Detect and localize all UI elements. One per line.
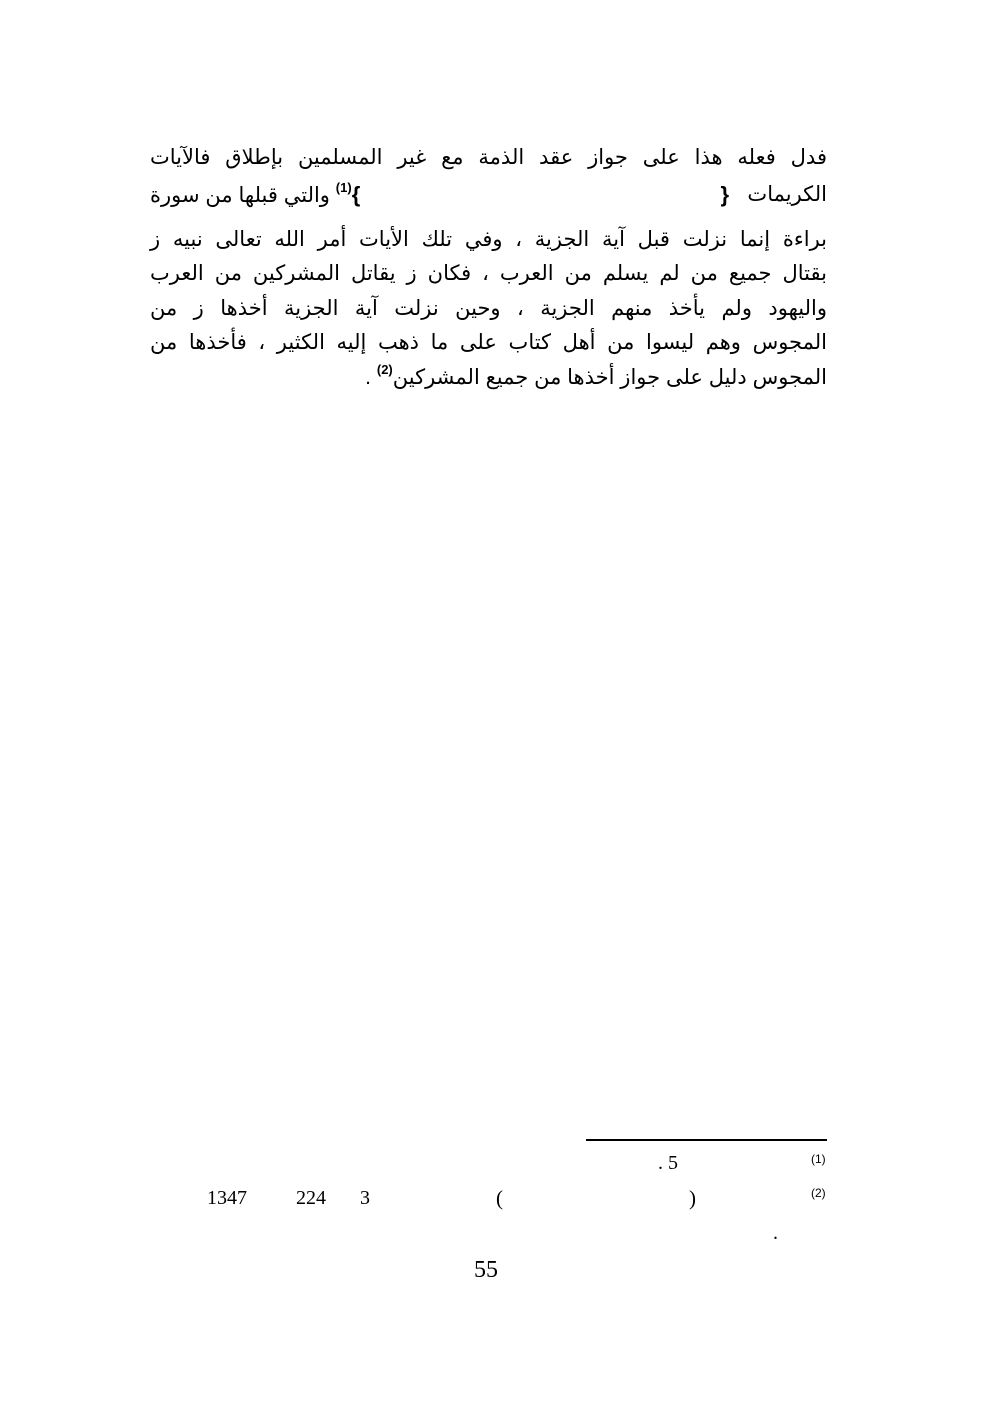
body-line-6: المجوس وهم ليسوا من أهل كتاب على ما ذهب إليه الكثير ، فأخذها من <box>150 331 827 354</box>
quran-brace-open: { <box>720 182 729 207</box>
footnote-ref-1: (1) <box>335 180 352 195</box>
body-line-1: فدل فعله هذا على جواز عقد الذمة مع غير المسلمين بإطلاق فالآيات <box>150 146 827 169</box>
body-line-2-left: والتي قبلها من سورة <box>150 184 330 207</box>
quran-brace-close: } <box>351 182 361 207</box>
footnote-2-year: 1347 <box>207 1187 247 1209</box>
body-line-2-right: الكريمات <box>747 183 827 206</box>
footnote-ref-2: (2) <box>376 362 393 377</box>
body-line-3: براءة إنما نزلت قبل آية الجزية ، وفي تلك الأيات أمر الله تعالى نبيه ز <box>150 228 827 251</box>
footnote-2-page: 224 <box>296 1187 326 1209</box>
body-line-7-text: المجوس دليل على جواز أخذها من جميع المشركين <box>392 366 827 389</box>
footnote-2-dot: . <box>773 1222 778 1244</box>
footnote-2-paren-close: ( <box>496 1186 503 1210</box>
body-line-2-left-group <box>150 180 360 211</box>
body-line-4: بقتال جميع من لم يسلم من العرب ، فكان ز يقاتل المشركين من العرب <box>150 262 827 285</box>
footnote-2-paren-open: ) <box>689 1186 696 1210</box>
footnote-2-mark: (2) <box>811 1186 826 1200</box>
body-line-2 <box>150 180 827 210</box>
footnote-1-text: . 5 <box>658 1152 678 1174</box>
body-line-7-end: . <box>365 366 371 389</box>
body-line-7 <box>150 363 827 393</box>
footnote-1-mark: (1) <box>811 1152 826 1166</box>
page-number: 55 <box>474 1257 498 1283</box>
footnote-separator <box>586 1139 827 1141</box>
footnote-2-volume: 3 <box>360 1187 370 1209</box>
body-line-5: واليهود ولم يأخذ منهم الجزية ، وحين نزلت آية الجزية أخذها ز من <box>150 297 827 320</box>
